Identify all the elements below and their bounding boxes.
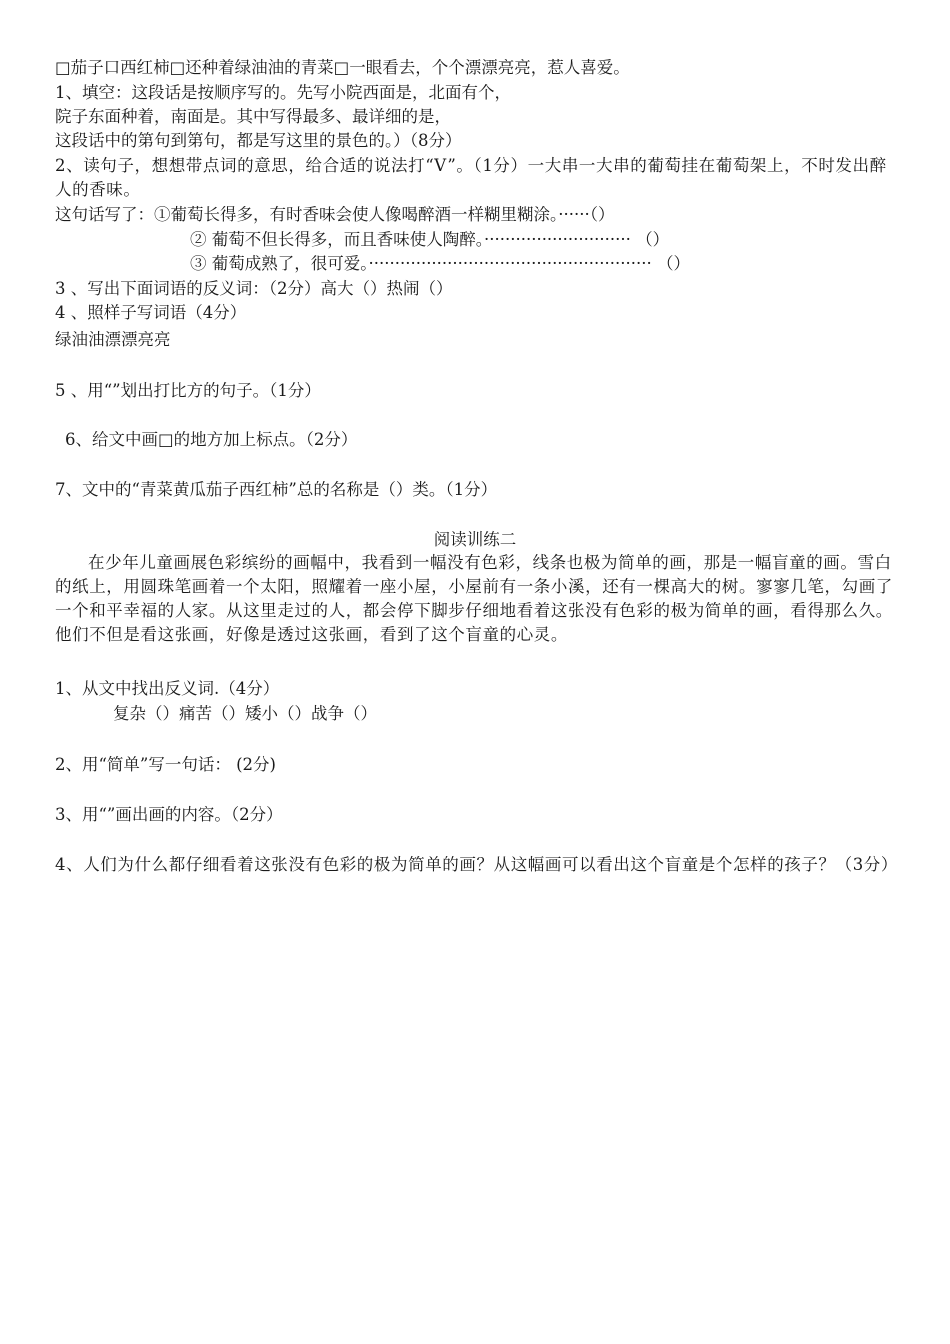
reading-question-1-words: 复杂（）痛苦（）矮小（）战争（） [113, 704, 377, 723]
question-1-line-2: 院子东面种着，南面是。其中写得最多、最详细的是， [55, 107, 451, 126]
section-title: 阅读训练二 [433, 530, 517, 549]
passage-fragment: □茄子口西红柿□还种着绿油油的青菜□一眼看去，个个漂漂亮亮，惹人喜爱。 [55, 58, 630, 77]
reading-question-2: 2、用“简单”写一句话： (2分) [55, 755, 276, 774]
question-2-option-2: ② 葡萄不但长得多，而且香味使人陶醉。···························· （） [190, 230, 670, 249]
passage-2: 在少年儿童画展色彩缤纷的画幅中，我看到一幅没有色彩，线条也极为简单的画，那是一幅盲童的画。雪白的纸上，用圆珠笔画着一个太阳，照耀着一座小屋，小屋前有一条小溪，还有一棵高大的树。寥寥几笔，勾画了一个和平幸福的人家。从这里走过的人，都会停下脚步仔细地看着这张没有色彩的极为简单的画，看得那么久。他们不但是看这张画，好像是透过这张画，看到了这个盲童的心灵。 [55, 553, 893, 644]
question-2: 2、读句子，想想带点词的意思，给合适的说法打“V”。（1分）一大串一大串的葡萄挂在葡萄架上，不时发出醉人的香味。 [55, 156, 887, 199]
reading-question-1: 1、从文中找出反义词.（4分） [55, 679, 280, 698]
question-1-line-1: 1、填空：这段话是按顺序写的。先写小院西面是，北面有个， [55, 83, 511, 102]
reading-question-3: 3、用“”画出画的内容。（2分） [55, 805, 283, 824]
question-5: 5 、用“”划出打比方的句子。（1分） [55, 381, 321, 400]
question-4: 4 、照样子写词语（4分） [55, 303, 247, 322]
question-6: 6、给文中画□的地方加上标点。（2分） [65, 430, 358, 449]
question-2-option-3: ③ 葡萄成熟了，很可爱。······················································ （） [190, 254, 690, 273]
question-2-option-1: 这句话写了：①葡萄长得多，有时香味会使人像喝醉酒一样糊里糊涂。······（） [55, 205, 615, 224]
question-7: 7、文中的“青菜黄瓜茄子西红柿”总的名称是（）类。（1分） [55, 480, 498, 499]
question-4-example: 绿油油漂漂亮亮 [55, 330, 171, 349]
reading-question-4: 4、人们为什么都仔细看着这张没有色彩的极为简单的画？从这幅画可以看出这个盲童是个怎样的孩子？（3分） [55, 855, 898, 874]
question-3: 3 、写出下面词语的反义词：（2分）高大（）热闹（） [55, 279, 453, 298]
question-1-line-3: 这段话中的第句到第句，都是写这里的景色的。）（8分） [55, 131, 462, 150]
